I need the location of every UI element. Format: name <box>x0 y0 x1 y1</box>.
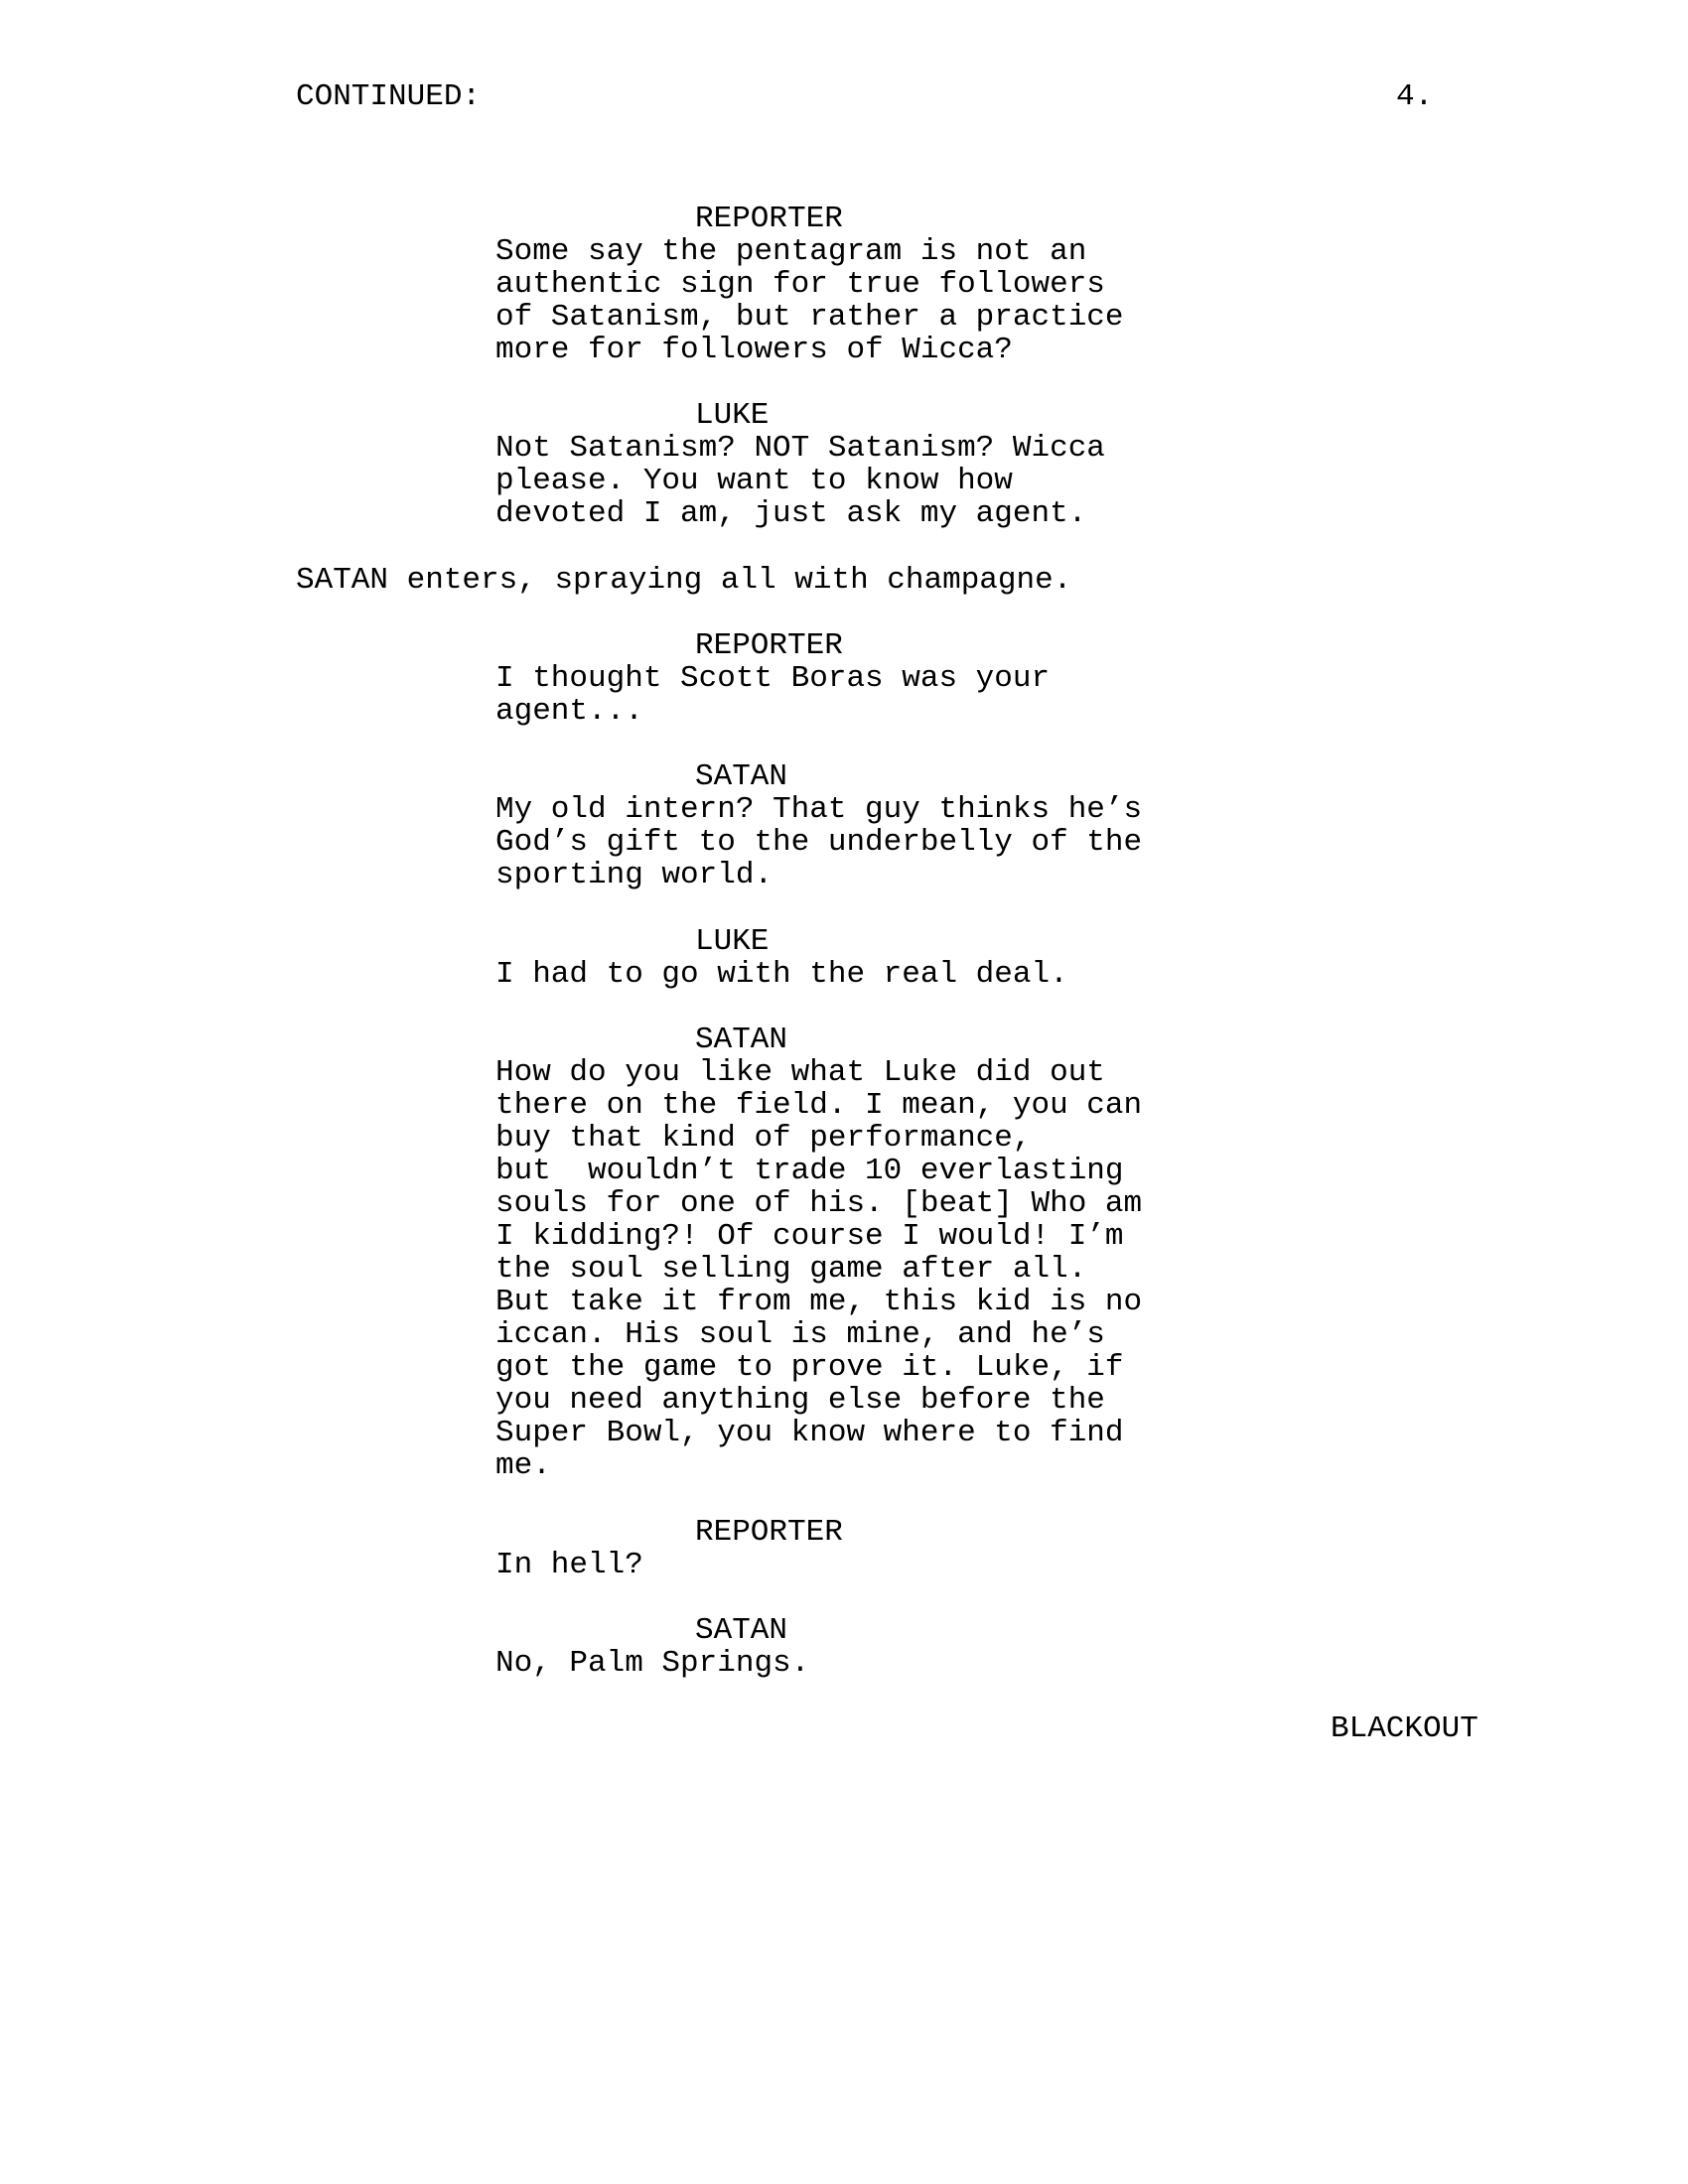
dialogue-line: there on the field. I mean, you can <box>495 1088 1143 1123</box>
dialogue-line: I thought Scott Boras was your <box>495 661 1051 696</box>
dialogue-line: me. <box>495 1448 551 1483</box>
character-name: SATAN <box>695 1613 788 1648</box>
dialogue-line: I kidding?! Of course I would! I’m <box>495 1219 1124 1254</box>
dialogue-line: No, Palm Springs. <box>495 1646 810 1681</box>
dialogue-line: Some say the pentagram is not an <box>495 234 1087 269</box>
dialogue-line: I had to go with the real deal. <box>495 957 1068 992</box>
dialogue-line: but wouldn’t trade 10 everlasting <box>495 1154 1124 1188</box>
character-name: SATAN <box>695 1023 788 1057</box>
dialogue-line: Super Bowl, you know where to find <box>495 1416 1124 1450</box>
character-name: REPORTER <box>695 628 843 663</box>
dialogue-line: Not Satanism? NOT Satanism? Wicca <box>495 431 1105 466</box>
dialogue-line: God’s gift to the underbelly of the <box>495 825 1143 860</box>
dialogue-line: iccan. His soul is mine, and he’s <box>495 1317 1105 1352</box>
dialogue-line: souls for one of his. [beat] Who am <box>495 1186 1143 1221</box>
dialogue-line: please. You want to know how <box>495 464 1013 498</box>
dialogue-line: more for followers of Wicca? <box>495 333 1013 367</box>
character-name: SATAN <box>695 759 788 794</box>
dialogue-line: authentic sign for true followers <box>495 267 1105 302</box>
dialogue-line: buy that kind of performance, <box>495 1121 1032 1156</box>
dialogue-line: But take it from me, this kid is no <box>495 1285 1143 1319</box>
transition-line: BLACKOUT <box>1331 1711 1478 1746</box>
dialogue-line: of Satanism, but rather a practice <box>495 300 1124 335</box>
dialogue-line: agent... <box>495 694 643 729</box>
action-line: SATAN enters, spraying all with champagne. <box>296 563 1072 598</box>
character-name: REPORTER <box>695 1515 843 1550</box>
dialogue-line: How do you like what Luke did out <box>495 1055 1105 1090</box>
dialogue-line: got the game to prove it. Luke, if <box>495 1350 1124 1385</box>
character-name: REPORTER <box>695 202 843 236</box>
dialogue-line: sporting world. <box>495 858 774 892</box>
dialogue-line: In hell? <box>495 1548 643 1582</box>
page-number: 4. <box>1396 79 1434 114</box>
dialogue-line: the soul selling game after all. <box>495 1252 1087 1287</box>
character-name: LUKE <box>695 924 770 959</box>
dialogue-line: devoted I am, just ask my agent. <box>495 496 1087 531</box>
dialogue-line: My old intern? That guy thinks he’s <box>495 792 1143 827</box>
continued-header: CONTINUED: <box>296 79 482 114</box>
dialogue-line: you need anything else before the <box>495 1383 1105 1418</box>
character-name: LUKE <box>695 398 770 433</box>
